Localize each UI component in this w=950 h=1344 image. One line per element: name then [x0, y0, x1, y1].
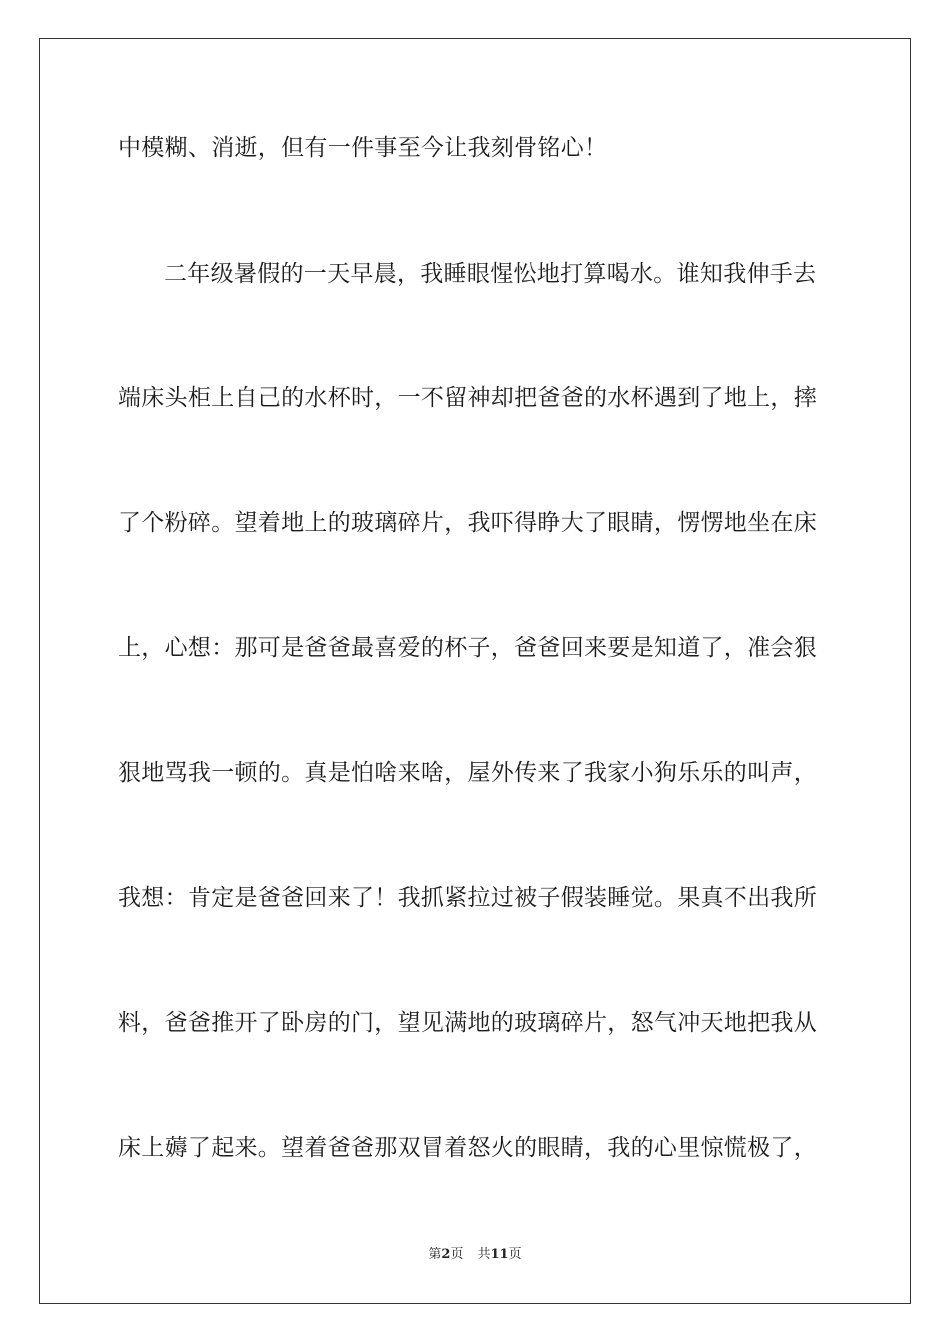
page-suffix: 页: [450, 1247, 464, 1262]
text-line: 料，爸爸推开了卧房的门，望见满地的玻璃碎片，怒气冲天地把我从: [118, 1010, 817, 1036]
total-prefix: 共: [477, 1247, 491, 1262]
page-border: [39, 38, 911, 1304]
page-footer: [0, 1246, 950, 1264]
text-line: 上，心想：那可是爸爸最喜爱的杯子，爸爸回来要是知道了，准会狠: [118, 635, 817, 661]
page-prefix: 第: [428, 1247, 442, 1262]
text-line: 了个粉碎。望着地上的玻璃碎片，我吓得睁大了眼睛，愣愣地坐在床: [118, 510, 817, 536]
text-line: 中模糊、消逝，但有一件事至今让我刻骨铭心！: [118, 135, 608, 161]
text-line: 我想：肯定是爸爸回来了！我抓紧拉过被子假装睡觉。果真不出我所: [118, 885, 817, 911]
text-line: 狠地骂我一顿的。真是怕啥来啥，屋外传来了我家小狗乐乐的叫声，: [118, 760, 817, 786]
text-line: 端床头柜上自己的水杯时，一不留神却把爸爸的水杯遇到了地上，摔: [118, 385, 817, 411]
total-pages: 11: [490, 1247, 509, 1262]
page-number: 2: [441, 1247, 451, 1262]
total-suffix: 页: [508, 1247, 522, 1262]
paragraph-first-line: 二年级暑假的一天早晨，我睡眼惺忪地打算喝水。谁知我伸手去: [164, 261, 817, 287]
text-line: 床上薅了起来。望着爸爸那双冒着怒火的眼睛，我的心里惊慌极了，: [118, 1135, 817, 1161]
